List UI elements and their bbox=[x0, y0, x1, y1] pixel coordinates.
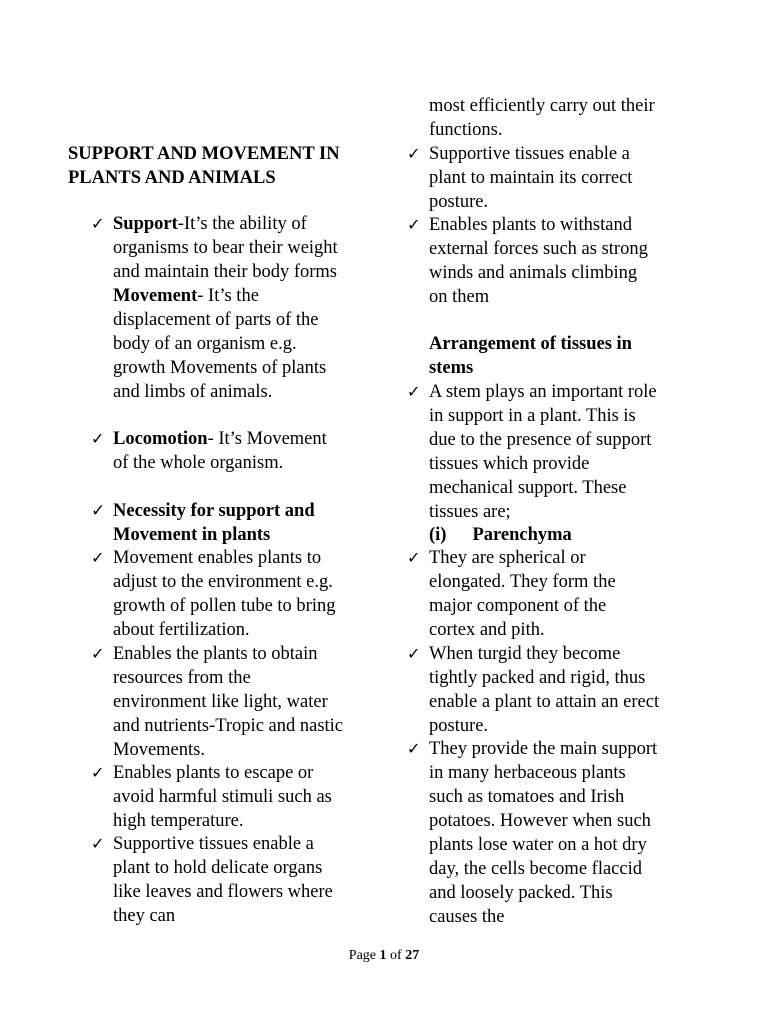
check-icon: ✓ bbox=[91, 429, 105, 448]
list-item: ✓ When turgid they become tightly packed and rigid, thus enable a plant to attain an erect posture. bbox=[407, 644, 660, 736]
check-icon: ✓ bbox=[91, 834, 105, 853]
list-item: ✓ Movement enables plants to adjust to the environment e.g. growth of pollen tube to bring about fertilization. bbox=[91, 548, 336, 640]
subheading bbox=[429, 523, 669, 547]
page-title: SUPPORT AND MOVEMENT IN PLANTS AND ANIMALS bbox=[68, 144, 340, 188]
check-icon: ✓ bbox=[407, 739, 421, 758]
locomotion-term: Locomotion bbox=[113, 429, 208, 449]
list-item: ✓ Enables plants to escape or avoid harmful stimuli such as high temperature. bbox=[91, 763, 332, 831]
page-number: 1 bbox=[379, 948, 387, 963]
page-footer: Page 1 of 27 bbox=[348, 948, 420, 963]
list-item: ✓ They are spherical or elongated. They form the major component of the cortex and pith. bbox=[407, 548, 616, 640]
list-item: ✓ Enables the plants to obtain resources from the environment like light, water and nutrients-Tropic and nastic Movements. bbox=[91, 644, 344, 760]
subheading-title: Parenchyma bbox=[472, 525, 572, 545]
check-icon: ✓ bbox=[91, 214, 105, 233]
check-icon: ✓ bbox=[407, 382, 421, 401]
check-icon: ✓ bbox=[407, 644, 421, 663]
check-icon: ✓ bbox=[91, 763, 105, 782]
support-term: Support bbox=[113, 214, 178, 234]
list-item-necessity bbox=[91, 499, 353, 547]
check-icon: ✓ bbox=[407, 548, 421, 567]
check-icon: ✓ bbox=[91, 644, 105, 663]
list-item: ✓ A stem plays an important role in support in a plant. This is due to the presence of support tissues which provide mechanical support. These tissues are; bbox=[407, 382, 657, 522]
list-item-support bbox=[91, 212, 353, 404]
support-definition: -It’s the ability of organisms to bear their weight and maintain their body forms bbox=[113, 214, 338, 282]
page-total: 27 bbox=[405, 948, 420, 963]
necessity-heading: Necessity for support and Movement in plants bbox=[113, 501, 315, 545]
movement-term: Movement bbox=[113, 286, 198, 306]
locomotion-definition: - It’s Movement of the whole organism. bbox=[113, 429, 327, 473]
continued-text: most efficiently carry out their functions. bbox=[429, 96, 655, 140]
section-heading: Arrangement of tissues in stems bbox=[429, 334, 632, 378]
list-item: ✓ Supportive tissues enable a plant to hold delicate organs like leaves and flowers where they can bbox=[91, 834, 333, 926]
list-item: ✓ Enables plants to withstand external forces such as strong winds and animals climbing on them bbox=[407, 215, 648, 307]
list-item: ✓ They provide the main support in many herbaceous plants such as tomatoes and Irish potatoes. However when such plants lose water on a hot dry day, the cells become flaccid and loosely packed. This causes the bbox=[407, 739, 658, 927]
list-item-locomotion bbox=[91, 427, 338, 475]
check-icon: ✓ bbox=[91, 501, 106, 521]
check-icon: ✓ bbox=[407, 144, 421, 163]
check-icon: ✓ bbox=[407, 215, 421, 234]
check-icon: ✓ bbox=[91, 548, 105, 567]
subheading-number: (i) bbox=[429, 525, 447, 545]
list-item: ✓ Supportive tissues enable a plant to maintain its correct posture. bbox=[407, 144, 633, 212]
movement-definition: - It’s the displacement of parts of the body of an organism e.g. growth Movements of plants and limbs of animals. bbox=[113, 286, 327, 402]
